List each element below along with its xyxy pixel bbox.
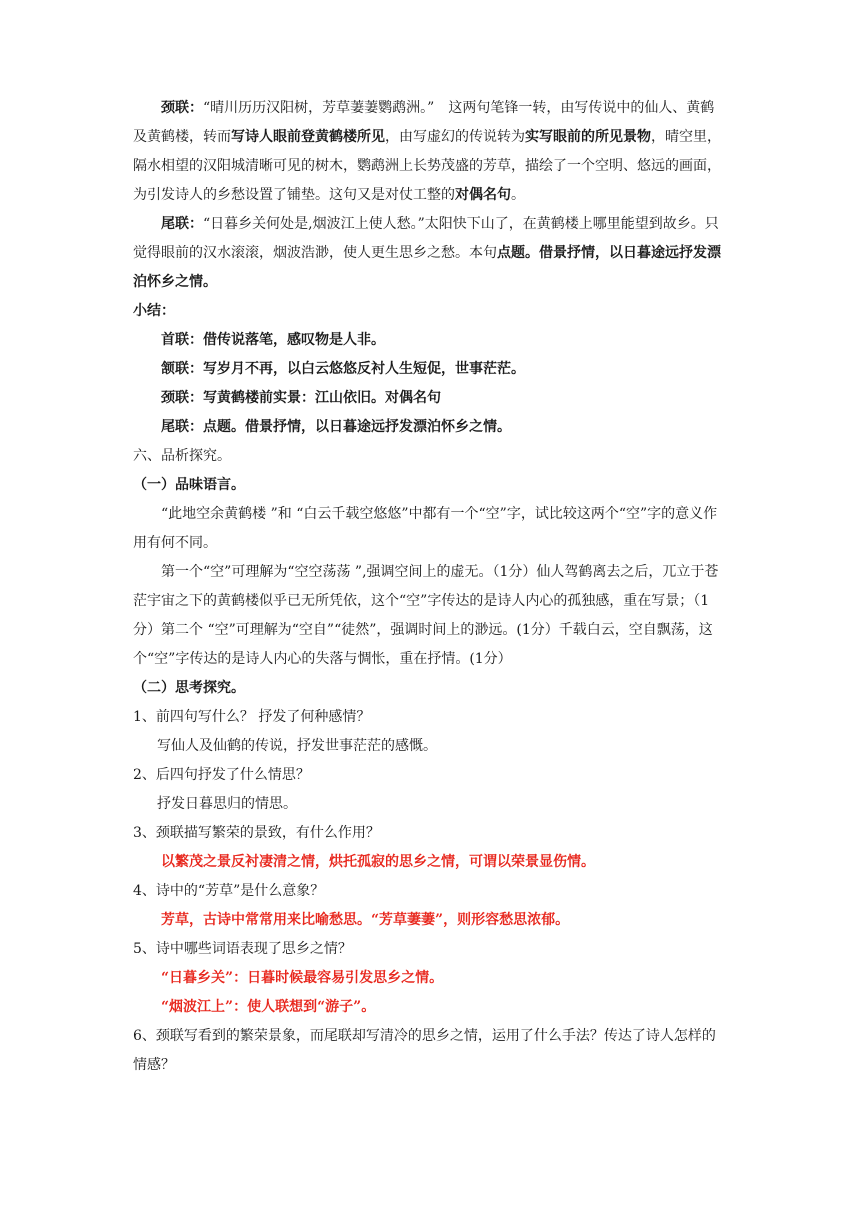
tail-label: 尾联： [161,216,203,232]
question-6: 6、颈联写看到的繁荣景象，而尾联却写清冷的思乡之情，运用了什么手法？传达了诗人怎样的情感？ [133,1028,716,1073]
subsection-language-title: （一）品味语言。 [133,477,245,493]
language-answer: 第一个“空”可理解为“空空荡荡 ”,强调空间上的虚无。（1分）仙人驾鹤离去之后，兀立于苍茫宇宙之下的黄鹤楼似乎已无所凭依，这个“空”字传达的是诗人内心的孤独感，重在写景；（1分）第二个 “空”可理解为“空自”“徒然”，强调时间上的渺远。(1分）千载白云，空自飘荡，这个“空”字传达的是诗人内心的失落与惆怅，重在抒情。(1分） [133,564,719,667]
summary-line-3: 颈联：写黄鹤楼前实景：江山依旧。对偶名句 [161,390,441,406]
question-4: 4、诗中的“芳草”是什么意象？ [133,883,325,899]
answer-1: 写仙人及仙鹤的传说，抒发世事茫茫的感慨。 [157,738,437,754]
question-3: 3、颈联描写繁荣的景致，有什么作用？ [133,825,380,841]
language-question: “此地空余黄鹤楼 ”和 “白云千载空悠悠”中都有一个“空”字，试比较这两个“空”字的意义作用有何不同。 [133,506,718,551]
neck-couplet-paragraph: 颈联：“晴川历历汉阳树，芳草萋萋鹦鹉洲。” 这两句笔锋一转，由写传说中的仙人、黄鹤及黄鹤楼，转而写诗人眼前登黄鹤楼所见，由写虚幻的传说转为实写眼前的所见景物，晴空里，隔水相望的汉阳城清晰可见的树木，鹦鹉洲上长势茂盛的芳草，描绘了一个空明、悠远的画面，为引发诗人的乡愁设置了铺垫。这句又是对仗工整的对偶名句。 [133,100,721,203]
summary-title: 小结： [133,303,175,319]
subsection-thinking-title: （二）思考探究。 [133,680,245,696]
question-2: 2、后四句抒发了什么情思？ [133,767,310,783]
answer-3: 以繁茂之景反衬凄清之情，烘托孤寂的思乡之情，可谓以荣景显伤情。 [161,854,595,870]
summary-line-1: 首联：借传说落笔，感叹物是人非。 [161,332,385,348]
tail-couplet-paragraph: 尾联：“日暮乡关何处是,烟波江上使人愁。”太阳快下山了，在黄鹤楼上哪里能望到故乡。只觉得眼前的汉水滚滚，烟波浩渺，使人更生思乡之愁。本句点题。借景抒情，以日暮途远抒发漂泊怀乡之情。 [133,216,721,290]
summary-line-2: 颔联：写岁月不再，以白云悠悠反衬人生短促，世事茫茫。 [161,361,525,377]
document-body [133,94,728,1080]
section-six-title: 六、品析探究。 [133,448,231,464]
question-5: 5、诗中哪些词语表现了思乡之情？ [133,941,352,957]
summary-line-4: 尾联：点题。借景抒情，以日暮途远抒发漂泊怀乡之情。 [161,419,511,435]
question-1: 1、前四句写什么？ 抒发了何种感情？ [133,709,371,725]
answer-2: 抒发日暮思归的情思。 [157,796,297,812]
neck-label: 颈联： [161,100,203,116]
answer-5a: “日暮乡关”：日暮时候最容易引发思乡之情。 [161,970,444,986]
answer-5b: “烟波江上”：使人联想到“游子”。 [161,999,376,1015]
answer-4: 芳草，古诗中常常用来比喻愁思。“芳草萋萋”，则形容愁思浓郁。 [161,912,570,928]
